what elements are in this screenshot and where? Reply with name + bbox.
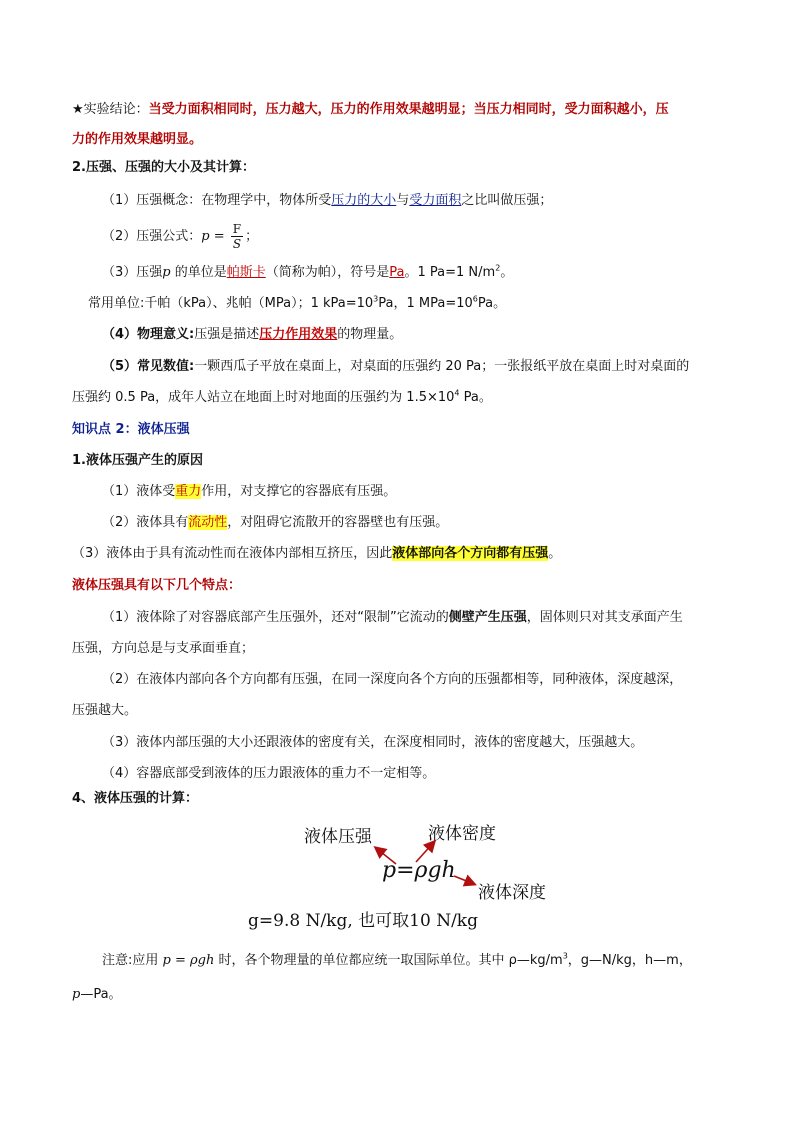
g-value-note: g=9.8 N/kg, 也可取10 N/kg bbox=[248, 911, 478, 931]
feature-2-line-2: 压强越大。 bbox=[72, 703, 138, 718]
pressure-magnitude-link: 压力的大小 bbox=[331, 193, 397, 208]
liquid-pressure-formula-figure bbox=[248, 816, 558, 931]
pascal-unit: 帕斯卡 bbox=[226, 265, 266, 280]
pressure-concept: （1）压强概念：在物理学中，物体所受压力的大小与受力面积之比叫做压强； bbox=[102, 193, 553, 208]
cause-gravity: （1）液体受重力作用，对支撑它的容器底有压强。 bbox=[102, 484, 397, 499]
conclusion-line-2: 力的作用效果越明显。 bbox=[72, 132, 203, 147]
conclusion-prefix: ★实验结论： bbox=[72, 102, 149, 117]
note-formula: p = ρgh bbox=[162, 953, 215, 968]
label-liquid-pressure: 液体压强 bbox=[304, 827, 372, 847]
label-liquid-depth: 液体深度 bbox=[478, 883, 546, 903]
note-line-1: 注意:应用 p = ρgh 时，各个物理量的单位都应统一取国际单位。其中 $\rho—kg/m^3$，g—N/kg，h—m， bbox=[102, 951, 692, 968]
side-wall-key: 侧壁产生压强 bbox=[448, 610, 527, 625]
feature-1-line-2: 压强，方向总是与支承面垂直； bbox=[72, 641, 255, 656]
formula-p-rho-g-h: p=ρgh bbox=[382, 858, 456, 883]
common-values-line-1: （5）常见数值:一颗西瓜子平放在桌面上，对桌面的压强约 20 Pa；一张报纸平放在桌面上时对桌面的 bbox=[102, 359, 690, 374]
features-heading: 液体压强具有以下几个特点： bbox=[72, 578, 242, 593]
fluidity-key: 流动性 bbox=[188, 515, 228, 530]
pressure-unit: （3）压强p 的单位是帕斯卡（简称为帕），符号是Pa。1 Pa=1 $N/m^2$。 bbox=[102, 263, 514, 280]
pressure-formula: （2）压强公式：p = $\frac{F}{S}$ ； bbox=[102, 222, 259, 251]
gravity-key: 重力 bbox=[175, 484, 202, 499]
cause-heading: 1.液体压强产生的原因 bbox=[72, 453, 203, 468]
pressure-effect-key: 压力作用效果 bbox=[259, 327, 338, 342]
fraction-F-over-S: $\frac{F}{S}$ bbox=[232, 222, 242, 251]
common-values-line-2: 压强约 0.5 Pa，成年人站立在地面上时对地面的压强约为 $1.5\times 10^4$ Pa。 bbox=[72, 388, 492, 405]
conclusion-line-1 bbox=[72, 101, 669, 119]
conclusion-text: 当受力面积相同时，压力越大，压力的作用效果越明显；当压力相同时，受力面积越小，压 bbox=[148, 102, 669, 117]
arrow-to-depth bbox=[454, 876, 474, 884]
all-directions-key: 液体部向各个方向都有压强 bbox=[392, 546, 549, 561]
section-2-heading: 2.压强、压强的大小及其计算： bbox=[72, 160, 255, 175]
knowledge-point-2-heading: 知识点 2：液体压强 bbox=[72, 422, 190, 437]
pa-symbol: Pa bbox=[389, 265, 405, 280]
feature-4: （4）容器底部受到液体的压力跟液体的重力不一定相等。 bbox=[102, 766, 436, 781]
stress-area-link: 受力面积 bbox=[409, 193, 462, 208]
common-units: 常用单位:千帕（kPa）、兆帕（MPa）；1 $kPa=10^3Pa$，1 $MPa=10^6Pa$。 bbox=[88, 294, 507, 311]
feature-1-line-1: （1）液体除了对容器底部产生压强外，还对“限制”它流动的侧壁产生压强，固体则只对其支承面产生 bbox=[102, 610, 683, 625]
cause-fluidity: （2）液体具有流动性，对阻碍它流散开的容器壁也有压强。 bbox=[102, 515, 449, 530]
feature-3: （3）液体内部压强的大小还跟液体的密度有关，在深度相同时，液体的密度越大，压强越大。 bbox=[102, 735, 644, 750]
physical-meaning: （4）物理意义:压强是描述压力作用效果的物理量。 bbox=[102, 327, 403, 342]
note-line-2: p—Pa。 bbox=[72, 987, 122, 1002]
feature-2-line-1: （2）在液体内部向各个方向都有压强，在同一深度向各个方向的压强都相等，同种液体，深度越深， bbox=[102, 672, 683, 687]
label-liquid-density: 液体密度 bbox=[428, 824, 496, 844]
section-4-heading: 4、液体压强的计算： bbox=[72, 791, 199, 806]
cause-internal: （3）液体由于具有流动性而在液体内部相互挤压，因此液体部向各个方向都有压强。 bbox=[72, 546, 562, 561]
